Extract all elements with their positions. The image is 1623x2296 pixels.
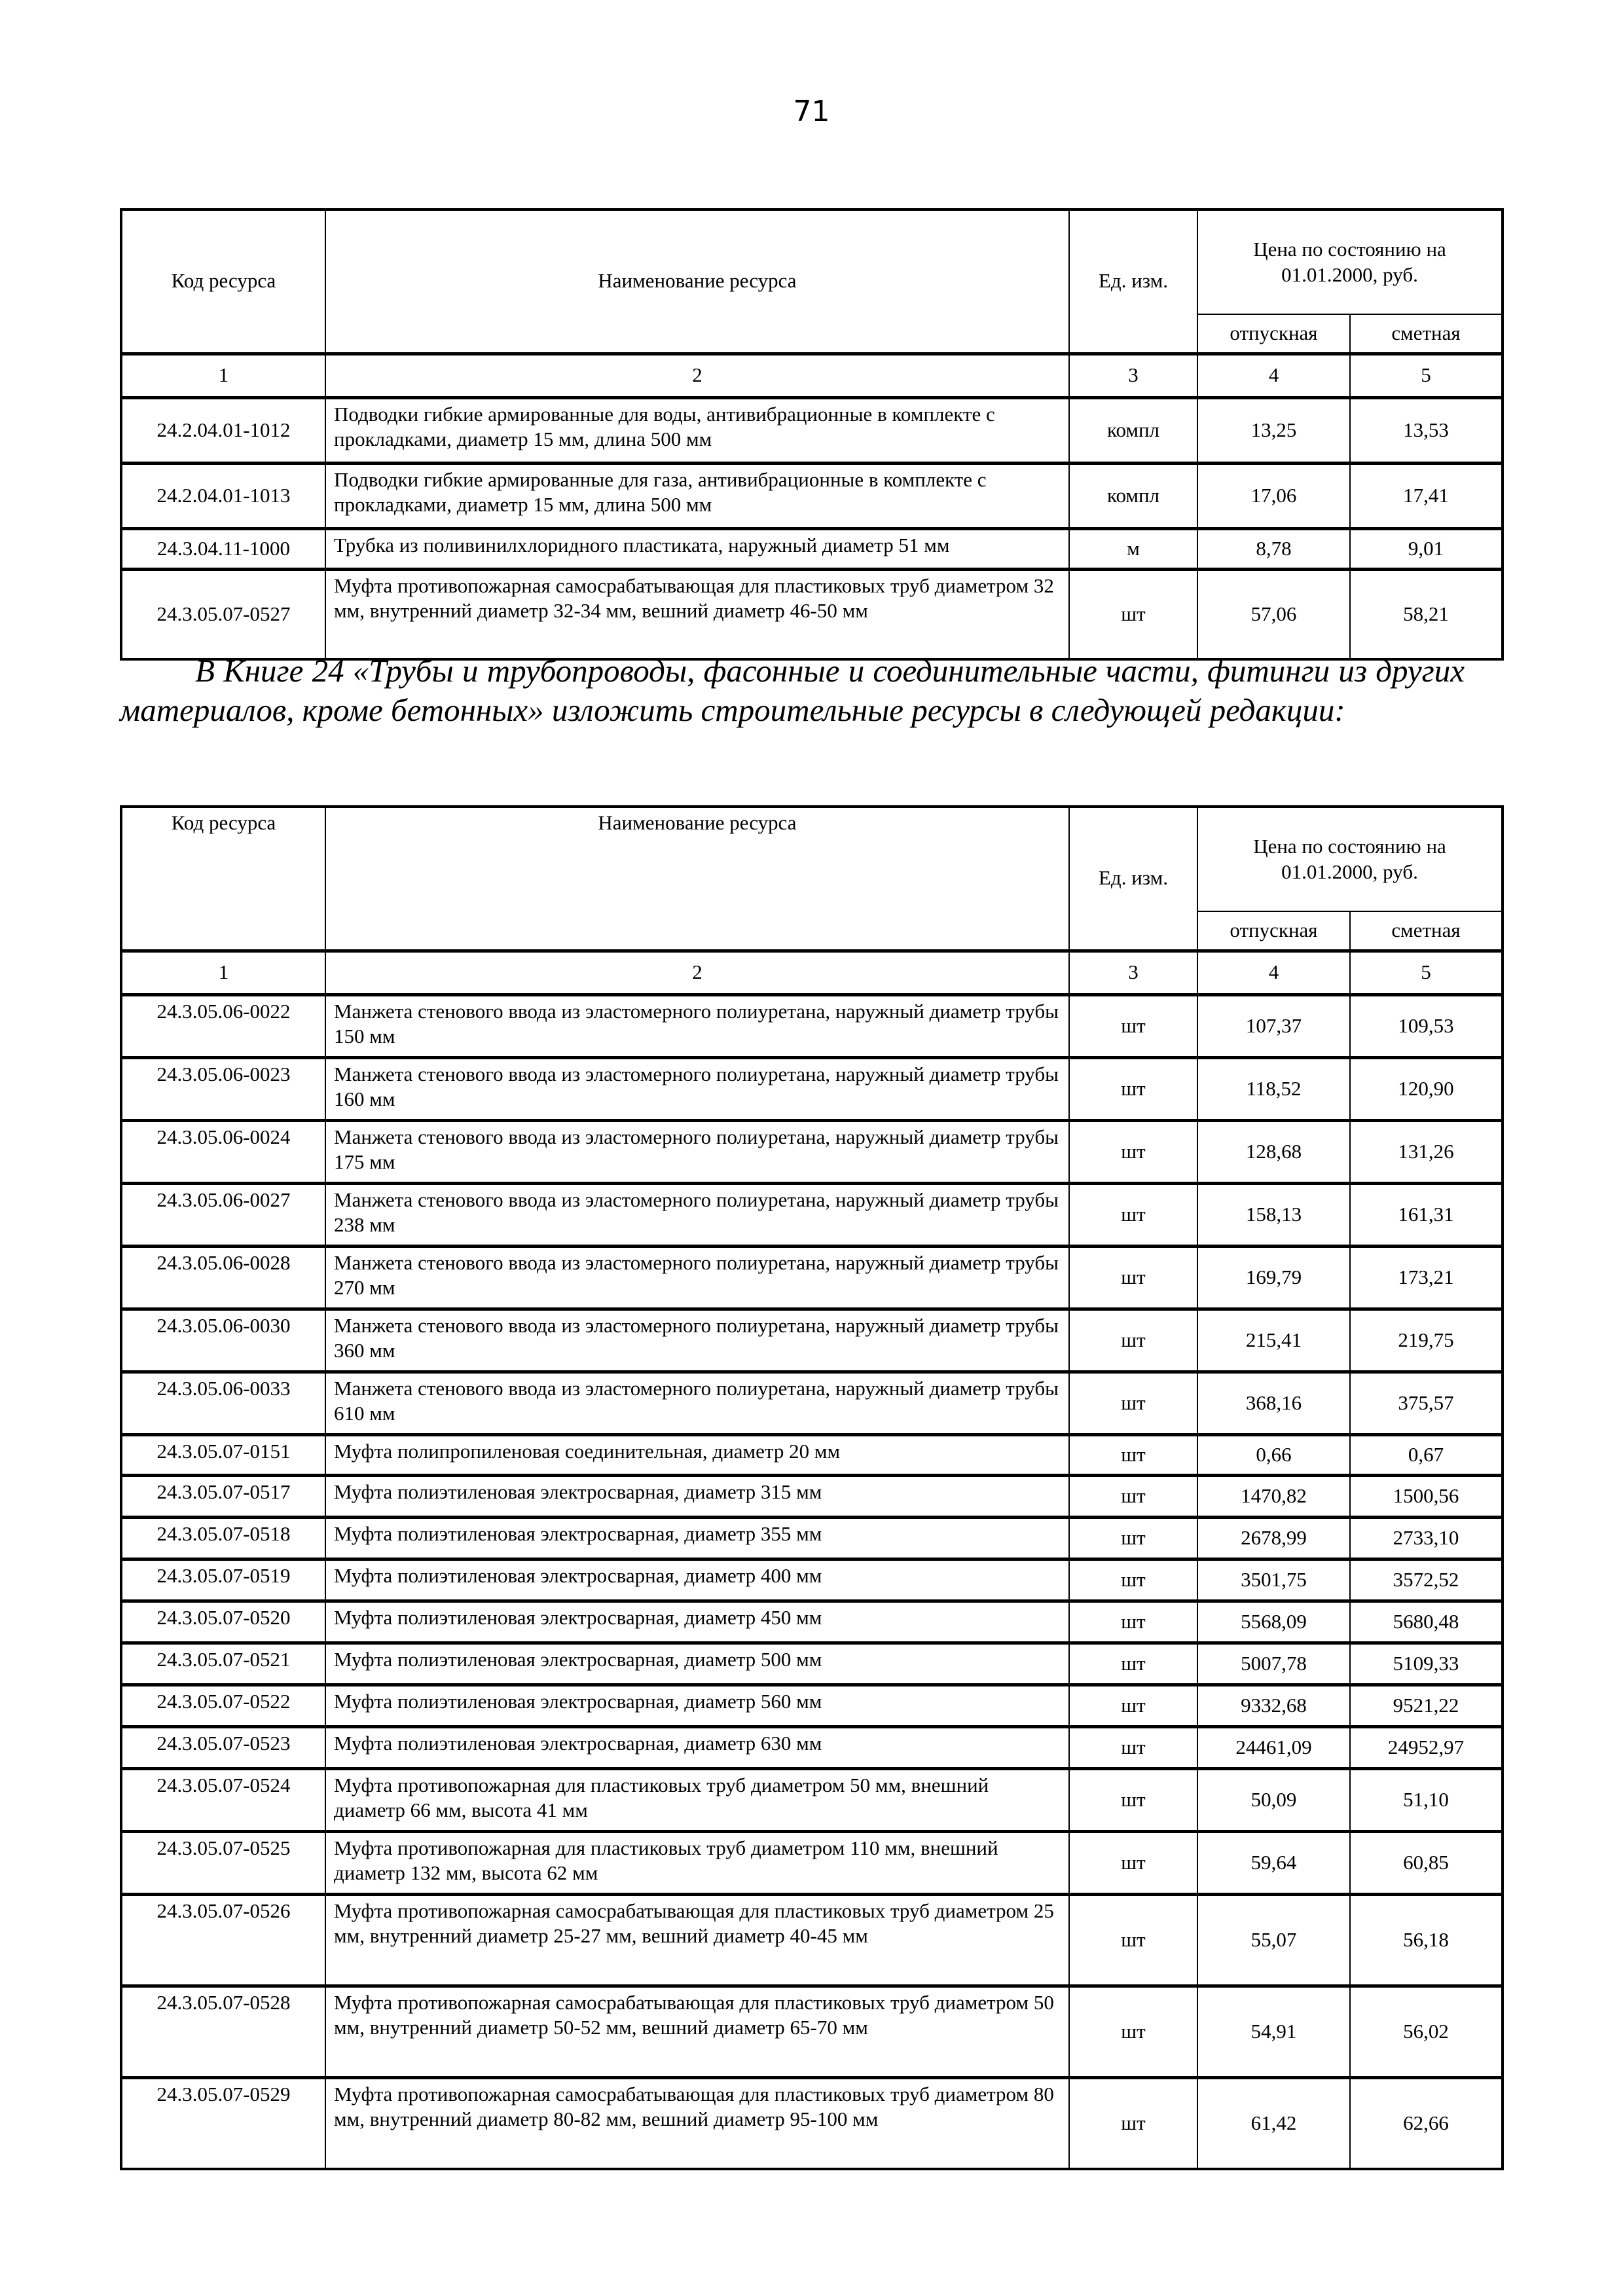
col-number: 1 [121,951,325,994]
col-number: 4 [1197,951,1350,994]
table-row [121,1475,1503,1517]
resource-name: Манжета стенового ввода из эластомерного полиуретана, наружный диаметр трубы 360 мм [325,1309,1069,1372]
price-estimate: 24952,97 [1350,1726,1503,1768]
header-name: Наименование ресурса [325,210,1069,354]
unit-of-measure: шт [1069,1601,1197,1643]
price-estimate: 13,53 [1350,397,1503,463]
price-release: 8,78 [1197,528,1350,569]
resource-table-2 [120,805,1504,2170]
price-release: 0,66 [1197,1434,1350,1475]
price-release: 5568,09 [1197,1601,1350,1643]
price-release: 50,09 [1197,1768,1350,1831]
unit-of-measure: м [1069,528,1197,569]
resource-name: Манжета стенового ввода из эластомерного полиуретана, наружный диаметр трубы 160 мм [325,1057,1069,1120]
price-release: 107,37 [1197,994,1350,1057]
table-row [121,1246,1503,1309]
unit-of-measure: шт [1069,1120,1197,1183]
resource-code: 24.3.05.07-0517 [121,1475,325,1517]
price-release: 5007,78 [1197,1643,1350,1685]
price-estimate: 9521,22 [1350,1685,1503,1726]
col-number: 5 [1350,951,1503,994]
price-release: 24461,09 [1197,1726,1350,1768]
resource-code: 24.3.05.07-0524 [121,1768,325,1831]
price-estimate: 173,21 [1350,1246,1503,1309]
table-row [121,1894,1503,1986]
unit-of-measure: шт [1069,1183,1197,1246]
table-row [121,1057,1503,1120]
price-estimate: 5109,33 [1350,1643,1503,1685]
resource-name: Муфта полипропиленовая соединительная, диаметр 20 мм [325,1434,1069,1475]
resource-name: Муфта полиэтиленовая электросварная, диаметр 355 мм [325,1517,1069,1559]
resource-name: Трубка из поливинилхлоридного пластиката, наружный диаметр 51 мм [325,528,1069,569]
table-row [121,1559,1503,1601]
table-row [121,1643,1503,1685]
unit-of-measure: шт [1069,1768,1197,1831]
resource-name: Муфта полиэтиленовая электросварная, диаметр 500 мм [325,1643,1069,1685]
header-price-release: отпускная [1197,314,1350,354]
price-estimate: 56,02 [1350,1986,1503,2077]
resource-code: 24.3.05.07-0521 [121,1643,325,1685]
price-estimate: 58,21 [1350,569,1503,659]
price-release: 9332,68 [1197,1685,1350,1726]
header-price-group: Цена по состоянию на 01.01.2000, руб. [1197,210,1503,314]
resource-name: Муфта полиэтиленовая электросварная, диаметр 450 мм [325,1601,1069,1643]
resource-code: 24.3.05.06-0023 [121,1057,325,1120]
unit-of-measure: шт [1069,1434,1197,1475]
resource-name: Муфта полиэтиленовая электросварная, диаметр 400 мм [325,1559,1069,1601]
table-row [121,1986,1503,2077]
header-price-estimate: сметная [1350,911,1503,951]
price-estimate: 131,26 [1350,1120,1503,1183]
table-row [121,1183,1503,1246]
resource-name: Подводки гибкие армированные для воды, антивибрационные в комплекте с прокладками, диаметр 15 мм, длина 500 мм [325,397,1069,463]
resource-code: 24.3.05.07-0522 [121,1685,325,1726]
header-code: Код ресурса [121,210,325,354]
table-row [121,2077,1503,2169]
header-unit: Ед. изм. [1069,210,1197,354]
price-estimate: 161,31 [1350,1183,1503,1246]
price-estimate: 2733,10 [1350,1517,1503,1559]
resource-name: Муфта противопожарная самосрабатывающая для пластиковых труб диаметром 50 мм, внутренний диаметр 50-52 мм, вешний диаметр 65-70 мм [325,1986,1069,2077]
header-name: Наименование ресурса [325,807,1069,951]
price-release: 54,91 [1197,1986,1350,2077]
resource-name: Муфта противопожарная для пластиковых труб диаметром 50 мм, внешний диаметр 66 мм, высота 41 мм [325,1768,1069,1831]
table-row [121,1517,1503,1559]
price-release: 158,13 [1197,1183,1350,1246]
unit-of-measure: шт [1069,1517,1197,1559]
table-row [121,1726,1503,1768]
instruction-paragraph: В Книге 24 «Трубы и трубопроводы, фасонные и соединительные части, фитинги из других материалов, кроме бетонных» изложить строительные ресурсы в следующей редакции: [120,653,1465,728]
table-row [121,463,1503,528]
header-unit: Ед. изм. [1069,807,1197,951]
price-release: 59,64 [1197,1831,1350,1894]
unit-of-measure: шт [1069,1894,1197,1986]
col-number: 2 [325,951,1069,994]
header-price-release: отпускная [1197,911,1350,951]
header-price-estimate: сметная [1350,314,1503,354]
resource-name: Муфта противопожарная самосрабатывающая для пластиковых труб диаметром 25 мм, внутренний диаметр 25-27 мм, вешний диаметр 40-45 мм [325,1894,1069,1986]
unit-of-measure: шт [1069,1726,1197,1768]
price-estimate: 60,85 [1350,1831,1503,1894]
price-release: 2678,99 [1197,1517,1350,1559]
header-code: Код ресурса [121,807,325,951]
resource-code: 24.3.05.07-0528 [121,1986,325,2077]
price-release: 169,79 [1197,1246,1350,1309]
unit-of-measure: шт [1069,1372,1197,1434]
price-estimate: 219,75 [1350,1309,1503,1372]
table-row [121,528,1503,569]
price-estimate: 17,41 [1350,463,1503,528]
price-release: 368,16 [1197,1372,1350,1434]
resource-code: 24.3.05.07-0519 [121,1559,325,1601]
resource-code: 24.3.05.06-0028 [121,1246,325,1309]
resource-name: Подводки гибкие армированные для газа, антивибрационные в комплекте с прокладками, диаметр 15 мм, длина 500 мм [325,463,1069,528]
table-row [121,1372,1503,1434]
resource-code: 24.3.05.07-0527 [121,569,325,659]
table-row [121,1120,1503,1183]
price-estimate: 0,67 [1350,1434,1503,1475]
unit-of-measure: шт [1069,1643,1197,1685]
price-release: 118,52 [1197,1057,1350,1120]
resource-name: Муфта полиэтиленовая электросварная, диаметр 560 мм [325,1685,1069,1726]
resource-code: 24.3.04.11-1000 [121,528,325,569]
resource-code: 24.3.05.06-0027 [121,1183,325,1246]
resource-code: 24.3.05.07-0525 [121,1831,325,1894]
price-release: 3501,75 [1197,1559,1350,1601]
unit-of-measure: шт [1069,2077,1197,2169]
resource-name: Муфта противопожарная самосрабатывающая для пластиковых труб диаметром 32 мм, внутренний диаметр 32-34 мм, вешний диаметр 46-50 мм [325,569,1069,659]
price-estimate: 56,18 [1350,1894,1503,1986]
price-release: 17,06 [1197,463,1350,528]
price-estimate: 51,10 [1350,1768,1503,1831]
unit-of-measure: шт [1069,1057,1197,1120]
table-row [121,1831,1503,1894]
table-row [121,1601,1503,1643]
price-release: 57,06 [1197,569,1350,659]
table-row [121,569,1503,659]
unit-of-measure: компл [1069,463,1197,528]
unit-of-measure: шт [1069,569,1197,659]
unit-of-measure: шт [1069,1309,1197,1372]
resource-code: 24.3.05.07-0529 [121,2077,325,2169]
unit-of-measure: шт [1069,1475,1197,1517]
price-release: 13,25 [1197,397,1350,463]
price-estimate: 3572,52 [1350,1559,1503,1601]
price-estimate: 5680,48 [1350,1601,1503,1643]
col-number: 3 [1069,951,1197,994]
resource-code: 24.3.05.06-0022 [121,994,325,1057]
price-release: 61,42 [1197,2077,1350,2169]
resource-name: Муфта полиэтиленовая электросварная, диаметр 630 мм [325,1726,1069,1768]
table-row [121,1434,1503,1475]
resource-code: 24.3.05.07-0520 [121,1601,325,1643]
price-estimate: 9,01 [1350,528,1503,569]
table-row [121,1685,1503,1726]
price-estimate: 1500,56 [1350,1475,1503,1517]
resource-name: Муфта противопожарная самосрабатывающая для пластиковых труб диаметром 80 мм, внутренний диаметр 80-82 мм, вешний диаметр 95-100 мм [325,2077,1069,2169]
price-release: 215,41 [1197,1309,1350,1372]
resource-code: 24.3.05.07-0151 [121,1434,325,1475]
resource-name: Манжета стенового ввода из эластомерного полиуретана, наружный диаметр трубы 238 мм [325,1183,1069,1246]
resource-code: 24.3.05.07-0518 [121,1517,325,1559]
unit-of-measure: шт [1069,1986,1197,2077]
resource-code: 24.2.04.01-1012 [121,397,325,463]
unit-of-measure: шт [1069,1559,1197,1601]
col-number: 4 [1197,354,1350,397]
resource-name: Манжета стенового ввода из эластомерного полиуретана, наружный диаметр трубы 270 мм [325,1246,1069,1309]
price-estimate: 375,57 [1350,1372,1503,1434]
header-price-group: Цена по состоянию на 01.01.2000, руб. [1197,807,1503,911]
unit-of-measure: шт [1069,994,1197,1057]
unit-of-measure: шт [1069,1685,1197,1726]
unit-of-measure: компл [1069,397,1197,463]
col-number: 2 [325,354,1069,397]
resource-code: 24.3.05.06-0033 [121,1372,325,1434]
resource-name: Манжета стенового ввода из эластомерного полиуретана, наружный диаметр трубы 150 мм [325,994,1069,1057]
resource-code: 24.3.05.06-0030 [121,1309,325,1372]
price-release: 1470,82 [1197,1475,1350,1517]
unit-of-measure: шт [1069,1246,1197,1309]
price-estimate: 62,66 [1350,2077,1503,2169]
resource-name: Муфта противопожарная для пластиковых труб диаметром 110 мм, внешний диаметр 132 мм, высота 62 мм [325,1831,1069,1894]
col-number: 3 [1069,354,1197,397]
table-row [121,994,1503,1057]
resource-code: 24.2.04.01-1013 [121,463,325,528]
resource-code: 24.3.05.07-0523 [121,1726,325,1768]
page-number: 71 [793,95,830,128]
table-row [121,1309,1503,1372]
resource-name: Муфта полиэтиленовая электросварная, диаметр 315 мм [325,1475,1069,1517]
price-estimate: 109,53 [1350,994,1503,1057]
resource-name: Манжета стенового ввода из эластомерного полиуретана, наружный диаметр трубы 610 мм [325,1372,1069,1434]
table-row [121,1768,1503,1831]
resource-table-1 [120,208,1504,661]
price-release: 55,07 [1197,1894,1350,1986]
resource-code: 24.3.05.06-0024 [121,1120,325,1183]
col-number: 1 [121,354,325,397]
table-row [121,397,1503,463]
resource-code: 24.3.05.07-0526 [121,1894,325,1986]
unit-of-measure: шт [1069,1831,1197,1894]
resource-name: Манжета стенового ввода из эластомерного полиуретана, наружный диаметр трубы 175 мм [325,1120,1069,1183]
price-estimate: 120,90 [1350,1057,1503,1120]
col-number: 5 [1350,354,1503,397]
price-release: 128,68 [1197,1120,1350,1183]
